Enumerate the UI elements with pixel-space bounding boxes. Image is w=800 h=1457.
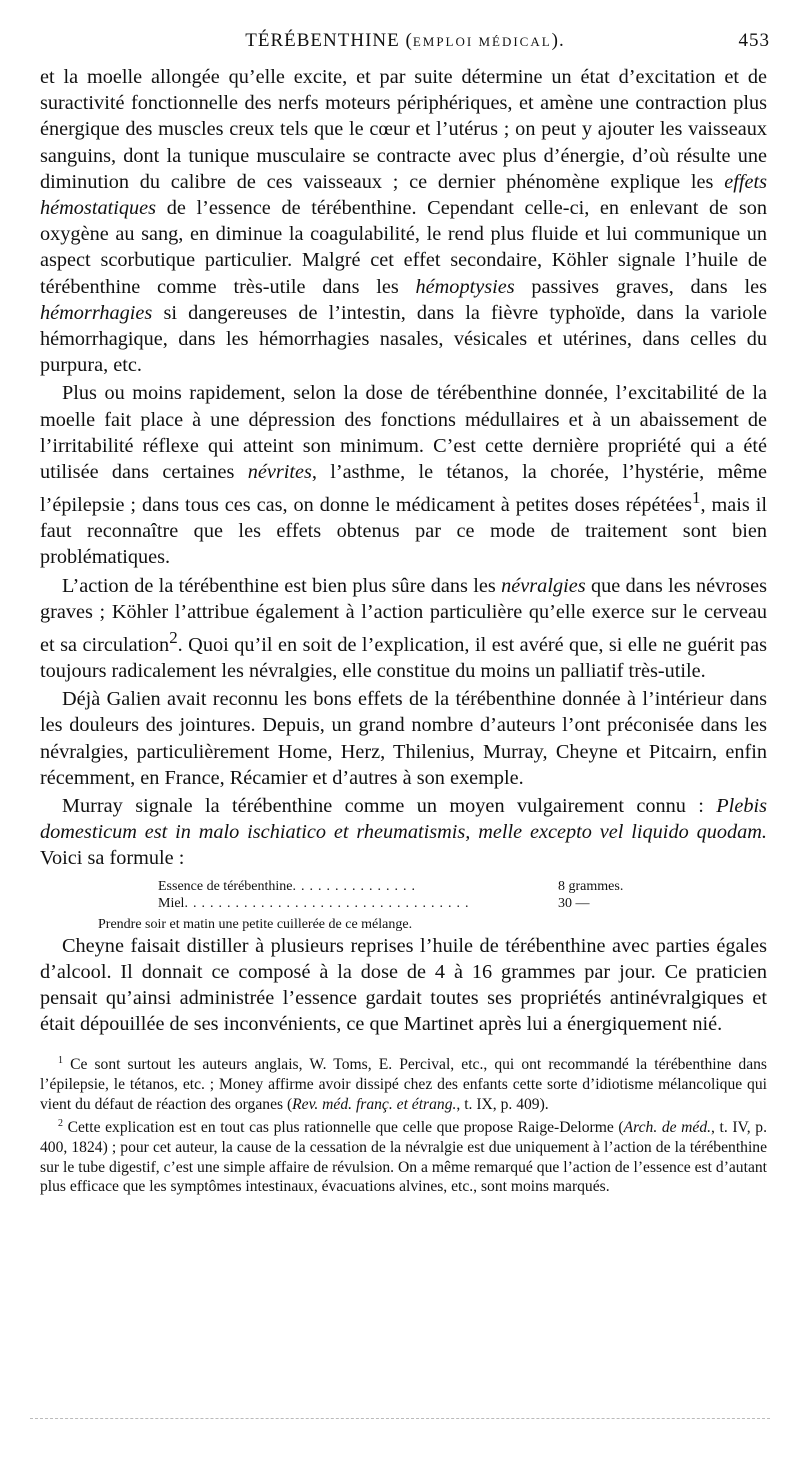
footnote-marker: 1 (58, 1055, 63, 1067)
italic-phrase: névrites (247, 461, 312, 484)
footnotes (40, 1051, 767, 1197)
text-run: Cette explication est en tout cas plus rationnelle que celle que propose Raige-Delorme ( (63, 1119, 624, 1137)
paragraph-5 (40, 793, 767, 872)
italic-phrase: Rev. méd. franç. et étrang. (292, 1095, 457, 1113)
text-run: , t. IV, p. 400, 1824) ; pour cet auteur, la cause de la cessation de la névralgie est due uniquement à l’action de la térébenthine sur le tube digestif, c’est une simple affaire de révulsion. On a même remarqué que l’action de l’essence est d’autant plus efficace que les symptômes intestinaux, évacuations alvines, etc., sont moins marqués. (40, 1119, 767, 1196)
running-title (40, 30, 770, 52)
footnote-2 (40, 1114, 767, 1197)
text-run: , t. IX, p. 409). (456, 1095, 549, 1113)
recipe-row (158, 878, 648, 895)
page-number: 453 (738, 30, 770, 51)
footnote-marker: 2 (58, 1118, 63, 1130)
italic-phrase: Arch. de méd. (623, 1119, 712, 1137)
italic-phrase: hémorrhagies (40, 301, 153, 324)
bottom-divider (30, 1418, 770, 1423)
paragraph-4 (40, 686, 767, 791)
recipe-quantity: 8 grammes. (558, 878, 624, 894)
text-run: . Quoi qu’il en soit de l’explication, il est avéré que, si elle ne guérit pas toujours radicalement les névralgies, elle constitue du moins un palliatif très-utile. (40, 633, 767, 682)
recipe-ingredient: Miel (158, 895, 185, 911)
text-run: , l’asthme, le tétanos, la chorée, l’hystérie, même l’épilepsie ; dans tous ces cas, on donne le médicament à petites doses répétées (40, 461, 767, 517)
paragraph-2 (40, 380, 767, 570)
text-run: Plus ou moins rapidement, selon la dose de térébenthine donnée, l’excitabilité de la moelle fait place à une dépression des fonctions médullaires et à un abaissement de l’irritabilité réflexe qui atteint son minimum. C’est cette dernière propriété qui a été utilisée dans certaines (40, 382, 767, 484)
italic-phrase: Plebis domesticum est in malo ischiatico et rheumatismis, melle excepto vel liquido quodam. (40, 795, 767, 844)
italic-phrase: effets hémostatiques (40, 170, 767, 220)
recipe-row (158, 895, 648, 912)
text-run: , mais il faut reconnaître que les effets obtenus par ce mode de traitement sont bien problématiques. (40, 494, 767, 569)
running-header (40, 26, 770, 56)
running-title-end: ). (551, 30, 565, 51)
text-run: Ce sont surtout les auteurs anglais, W. Toms, E. Percival, etc., qui ont recommandé la térébenthine dans l’épilepsie, le tétanos, etc. ; Money affirme avoir dissipé chez des enfants cette sorte d’idiotisme mélancolique qui vient du défaut de réaction des organes ( (40, 1056, 767, 1113)
footnote-marker: 2 (169, 628, 178, 648)
footnote-marker: 1 (692, 488, 701, 508)
recipe-ingredient: Essence de térébenthine (158, 878, 293, 894)
italic-phrase: hémoptysies (415, 275, 515, 298)
running-title-main: TÉRÉBENTHINE ( (245, 30, 413, 51)
text-run: L’action de la térébenthine est bien plus sûre dans les (62, 574, 502, 597)
recipe-leader-dots: ............... (292, 878, 420, 894)
running-title-subtitle: EMPLOI MÉDICAL (412, 34, 552, 49)
text-run: passives graves, dans les (514, 275, 767, 298)
text-run: de l’essence de térébenthine. Cependant celle-ci, en enlevant de son oxygène au sang, en diminue la coagulabilité, le rend plus fluide et lui communique un aspect scorbutique particulier. Malgré cet effet secondaire, Köhler signale l’huile de térébenthine comme très-utile dans les (40, 197, 767, 298)
italic-phrase: névralgies (501, 574, 586, 597)
recipe-instruction: Prendre soir et matin une petite cuillerée de ce mélange. (98, 916, 413, 932)
paragraph-6: Cheyne faisait distiller à plusieurs reprises l’huile de térébenthine avec parties égales d’alcool. Il donnait ce composé à la dose de 4 à 16 grammes par jour. Ce praticien pensait qu’ainsi administrée l’essence gardait toutes ses propriétés antinévralgiques et était dépouillée de ses inconvénients, ce que Martinet après lui a énergiquement nié. (40, 934, 767, 1036)
text-run: Déjà Galien avait reconnu les bons effets de la térébenthine donnée à l’intérieur dans les douleurs des jointures. Depuis, un grand nombre d’auteurs l’ont préconisée dans les névralgies, particulièrement Home, Herz, Thilenius, Murray, Cheyne et Pitcairn, enfin récemment, en France, Récamier et d’autres à son exemple. (40, 688, 767, 789)
recipe-leader-dots: .................................. (184, 895, 474, 911)
paragraph-1 (40, 64, 767, 378)
main-text (40, 64, 767, 1197)
text-run: et la moelle allongée qu’elle excite, et par suite détermine un état d’excitation et de suractivité fonctionnelle des nerfs moteurs périphériques, et amène une contraction plus énergique des muscles creux tels que le cœur et l’utérus ; on peut y ajouter les vaisseaux sanguins, dont la tunique musculaire se contracte avec plus d’énergie, d’où résulte une diminution du calibre de ces vaisseaux ; ce dernier phénomène explique les (40, 66, 767, 193)
text-run: que dans les névroses graves ; Köhler l’attribue également à l’action particulière qu’elle exerce sur le cerveau et sa circulation (40, 574, 767, 656)
footnote-1 (40, 1051, 767, 1114)
text-run: Voici sa formule : (40, 847, 185, 870)
text-run: si dangereuses de l’intestin, dans la fièvre typhoïde, dans la variole hémorrhagique, dans les hémorrhagies nasales, vésicales et utérines, dans celles du purpura, etc. (40, 301, 767, 377)
text-run: Murray signale la térébenthine comme un moyen vulgairement connu : (62, 795, 717, 818)
recipe-quantity: 30 — (558, 895, 590, 911)
paragraph-3 (40, 573, 767, 685)
recipe-formula (98, 878, 648, 933)
